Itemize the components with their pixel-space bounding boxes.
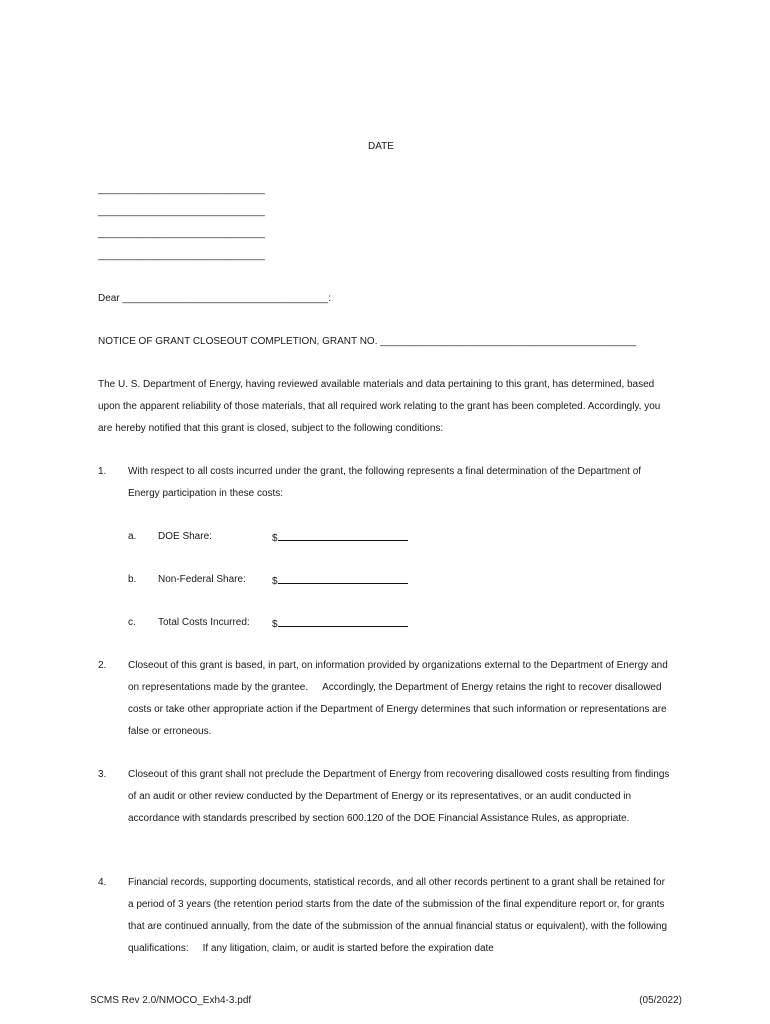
address-line-3: ______________________________ [98,228,265,239]
currency-symbol: $ [272,576,278,587]
item-text-1: With respect to all costs incurred under the grant, the following represents a final determination of the Department of Energy participation in these costs: [128,466,642,499]
cost-letter-a: a. [128,531,137,542]
amount-blank-line [278,574,408,584]
footer-revision-date: (05/2022) [639,995,682,1006]
item-number-3: 3. [98,769,107,780]
footer-document-id: SCMS Rev 2.0/NMOCO_Exh4-3.pdf [90,995,252,1006]
currency-symbol: $ [272,619,278,630]
item-number-2: 2. [98,660,107,671]
cost-letter-c: c. [128,617,136,628]
cost-label-non-federal-share: Non-Federal Share: [158,574,246,585]
item-number-4: 4. [98,877,107,888]
item-text-2-part-a: Closeout of this grant is based, in part, on information provided by organizations external to the Department of Energy and on representations made by the grantee. [128,660,668,693]
item-text-4 [128,872,673,960]
salutation: Dear _____________________________________: [98,293,332,304]
currency-symbol: $ [272,533,278,544]
item-text-2 [128,655,673,743]
address-line-1: ______________________________ [98,184,265,195]
address-line-4: ______________________________ [98,250,265,261]
cost-label-doe-share: DOE Share: [158,531,212,542]
amount-blank-line [278,617,408,627]
cost-amount-non-federal-share[interactable] [272,574,408,587]
notice-title: NOTICE OF GRANT CLOSEOUT COMPLETION, GRANT NO. ______________________________________________ [98,336,637,347]
item-text-3: Closeout of this grant shall not preclude the Department of Energy from recovering disallowed costs resulting from findings of an audit or other review conducted by the Department of Energy or its representatives, or an audit conducted in accordance with standards prescribed by section 600.120 of the DOE Financial Assistance Rules, as appropriate. [128,769,670,824]
amount-blank-line [278,531,408,541]
item-number-1: 1. [98,466,107,477]
cost-letter-b: b. [128,574,137,585]
address-line-2: ______________________________ [98,206,265,217]
intro-paragraph: The U. S. Department of Energy, having reviewed available materials and data pertaining to this grant, has determined, based upon the apparent reliability of those materials, that all required work relating to the grant has been completed. Accordingly, you are hereby notified that this grant is closed, subject to the following conditions: [98,379,661,434]
cost-label-total-costs: Total Costs Incurred: [158,617,250,628]
cost-amount-total-costs[interactable] [272,617,408,630]
item-text-4-part-b: If any litigation, claim, or audit is started before the expiration date [202,943,494,954]
cost-amount-doe-share[interactable] [272,531,408,544]
date-label: DATE [368,141,394,152]
item-text-4-part-a: Financial records, supporting documents, statistical records, and all other records pertinent to a grant shall be retained for a period of 3 years (the retention period starts from the date of the submission of the final expenditure report or, for grants that are continued annually, from the date of the submission of the annual financial status or equivalent), with the following qualifications: [128,877,668,954]
item-text-2-part-b: Accordingly, the Department of Energy retains the right to recover disallowed costs or take other appropriate action if the Department of Energy determines that such information or representations are false or erroneous. [128,682,667,737]
